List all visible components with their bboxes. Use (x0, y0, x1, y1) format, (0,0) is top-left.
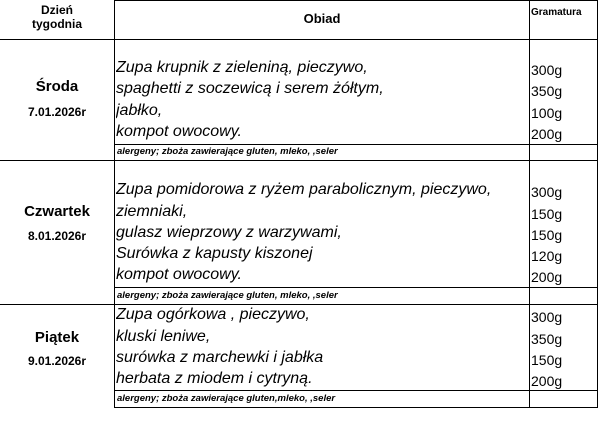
meal-item: kompot owocowy. (116, 123, 242, 140)
header-bottom-line (0, 39, 598, 40)
table-border-right (597, 0, 598, 408)
day-date: 7.01.2026r (27, 105, 87, 119)
weight-value: 150g (531, 206, 563, 222)
weight-value: 120g (531, 248, 563, 264)
weight-value: 350g (531, 331, 563, 347)
weight-value: 350g (531, 83, 563, 99)
row-czwartek-allergen-line (114, 287, 598, 288)
meal-item: Zupa krupnik z zieleniną, pieczywo, (116, 59, 368, 76)
weight-value: 100g (531, 105, 563, 121)
meal-item: jabłko, (116, 102, 163, 119)
day-date: 9.01.2026r (27, 354, 87, 368)
day-name: Środa (35, 78, 79, 95)
meal-item: ziemniaki, (116, 203, 188, 220)
row-sroda-allergen-line (114, 144, 598, 145)
weight-value: 300g (531, 184, 563, 200)
day-name: Czwartek (24, 203, 90, 220)
meal-item: kompot owocowy. (116, 266, 242, 283)
col-meal-right-line (529, 0, 530, 408)
meal-item: herbata z miodem i cytryną. (116, 370, 313, 387)
col-day-right-line (114, 0, 115, 408)
weight-value: 150g (531, 352, 563, 368)
weight-value: 300g (531, 309, 563, 325)
allergen-note: alergeny; zboża zawierające gluten,mleko, ,seler (117, 393, 336, 404)
header-meal-label: Obiad (303, 11, 341, 26)
meal-item: Surówka z kapusty kiszonej (116, 245, 313, 262)
row-sroda-bottom-line (0, 160, 598, 161)
weight-value: 200g (531, 269, 563, 285)
meal-item: surówka z marchewki i jabłka (116, 349, 324, 366)
weight-value: 200g (531, 126, 563, 142)
row-czwartek-bottom-line (0, 304, 598, 305)
day-name: Piątek (34, 329, 80, 346)
day-date: 8.01.2026r (27, 229, 87, 243)
meal-item: Zupa ogórkowa , pieczywo, (116, 306, 310, 323)
allergen-note: alergeny; zboża zawierające gluten, mleko, ,seler (117, 146, 338, 157)
meal-item: gulasz wieprzowy z warzywami, (116, 224, 342, 241)
meal-item: spaghetti z soczewicą i serem żółtym, (116, 80, 384, 97)
table-border-top (114, 0, 598, 1)
row-piatek-allergen-line (114, 390, 598, 391)
weight-value: 200g (531, 373, 563, 389)
allergen-note: alergeny; zboża zawierające gluten, mleko, ,seler (117, 290, 338, 301)
header-weight-label: Gramatura (531, 7, 582, 18)
weight-value: 150g (531, 227, 563, 243)
weight-value: 300g (531, 62, 563, 78)
meal-item: kluski leniwe, (116, 328, 211, 345)
header-day-label: Dzień tygodnia (32, 3, 82, 31)
meal-item: Zupa pomidorowa z ryżem parabolicznym, pieczywo, (116, 181, 492, 198)
row-piatek-bottom-line (114, 407, 598, 408)
